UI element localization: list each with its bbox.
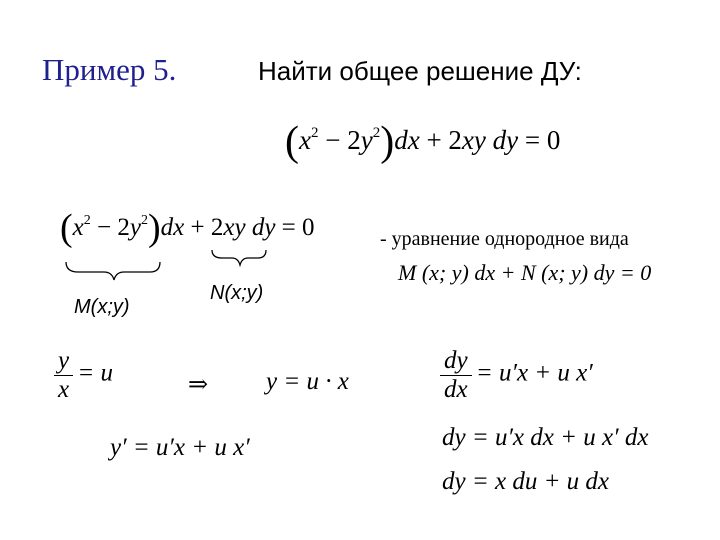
label-m-function: M(x;y) xyxy=(74,296,130,318)
general-form-equation: M (x; y) dx + N (x; y) dy = 0 xyxy=(398,260,652,285)
left-paren: ( xyxy=(285,119,299,165)
substitution-fraction: $\frac{y}{x}$ = u xyxy=(56,347,113,403)
label-n-function: N(x;y) xyxy=(210,282,264,304)
implies-arrow: ⇒ xyxy=(188,372,209,398)
dydx-equation: $\frac{dy}{dx}$ = u′x + u x′ xyxy=(442,347,593,403)
main-equation: $(x^2 - 2y^2)dx + 2xy$ dy = 0 xyxy=(285,119,561,165)
fraction-y-over-x: $\frac{y}{x}$ xyxy=(56,347,71,403)
slide-title: Пример 5. xyxy=(42,52,177,87)
equation-with-braces: $(x^2 - 2y^2)dx + 2xy$ dy = 0 xyxy=(60,207,315,249)
derivative-equation: y′ = u′x + u x′ xyxy=(110,434,250,461)
dy-final-equation: dy = x du + u dx xyxy=(442,468,610,495)
right-paren: ) xyxy=(380,119,395,165)
equation-note: - уравнение однородное вида xyxy=(380,228,629,250)
fraction-dy-over-dx: $\frac{dy}{dx}$ xyxy=(442,347,470,403)
substitution-result: y = u · x xyxy=(266,368,349,395)
task-statement: Найти общее решение ДУ: xyxy=(258,56,582,86)
n-underbrace xyxy=(212,250,266,265)
m-underbrace xyxy=(66,262,160,280)
dy-expanded-equation: dy = u′x dx + u x′ dx xyxy=(442,424,649,451)
